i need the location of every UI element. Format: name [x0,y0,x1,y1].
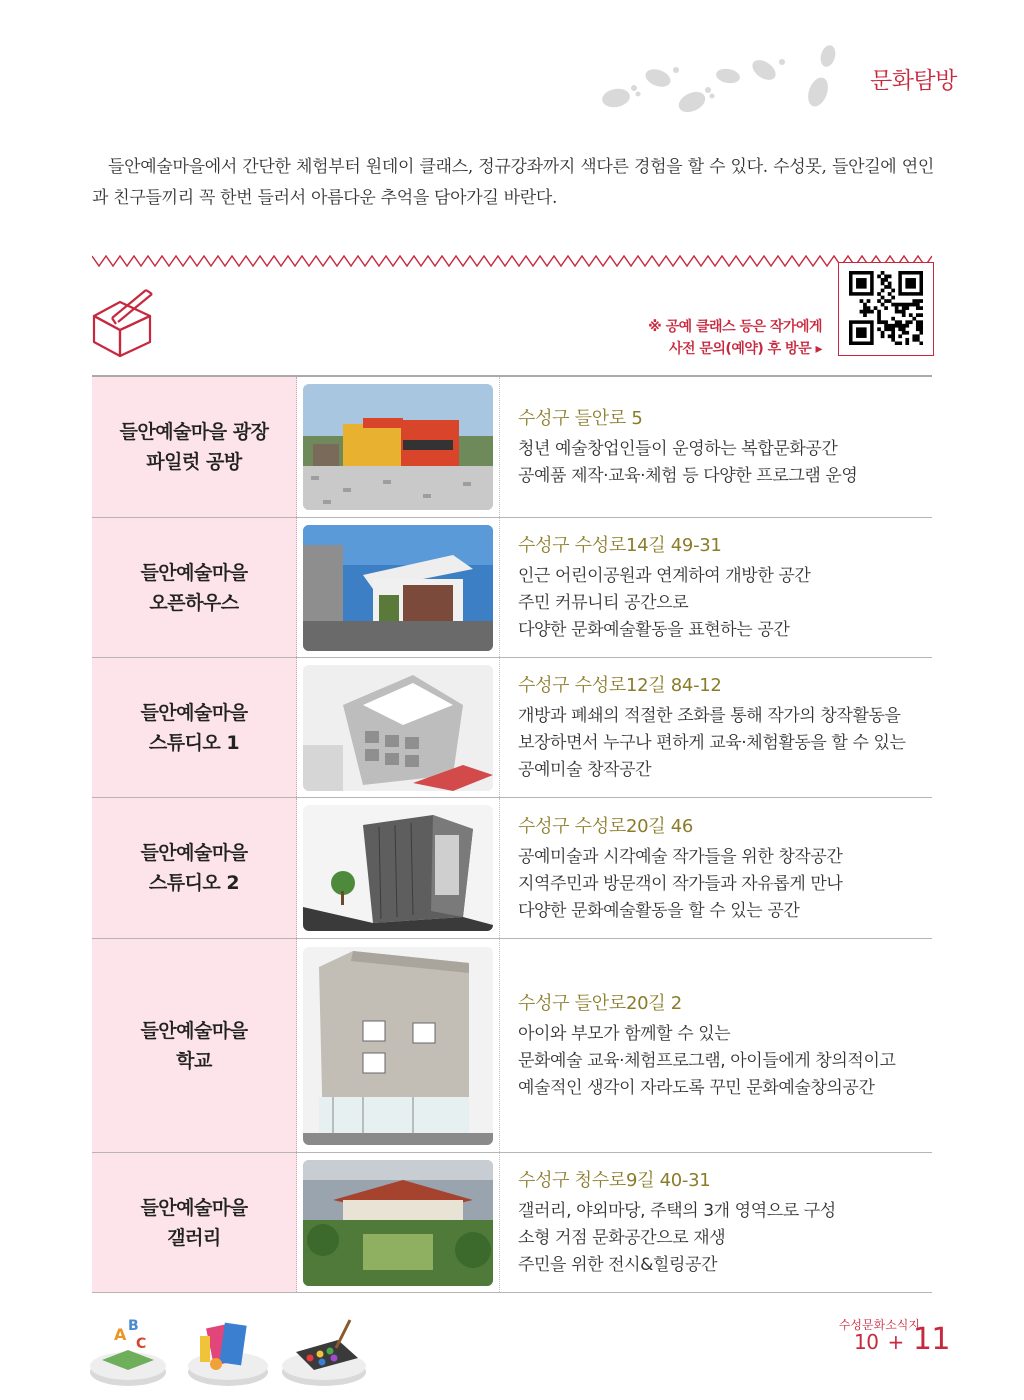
place-name-line: 들안예술마을 [140,1019,248,1042]
notice-line-1: ※ 공예 클래스 등은 작가에게 [648,319,822,335]
place-name [92,939,297,1152]
description-line: 청년 예술창업인들이 운영하는 복합문화공간 [518,439,838,459]
place-photo [303,665,493,791]
page-plus: + [887,1330,904,1354]
page-left: 10 [854,1330,879,1354]
notice-line-2: 사전 문의(예약) 후 방문 ▸ [668,341,822,357]
pencil-box-icon [90,286,156,358]
place-description [518,703,932,784]
table-row [92,377,932,518]
place-description [518,844,932,925]
description-line: 주민 커뮤니티 공간으로 [518,593,689,613]
description-line: 개방과 폐쇄의 적절한 조화를 통해 작가의 창작활동을 [518,706,901,726]
place-photo [303,384,493,510]
qr-code[interactable] [838,262,934,356]
svg-text:B: B [128,1318,139,1334]
footer-illustrations [88,1306,378,1396]
place-name [92,798,297,938]
table-row [92,518,932,658]
place-photo [303,805,493,931]
zigzag-divider [92,254,932,268]
description-line: 문화예술 교육·체험프로그램, 아이들에게 창의적이고 [518,1051,896,1071]
description-line: 인근 어린이공원과 연계하여 개방한 공간 [518,566,811,586]
magazine-name: 수성문화소식지 [838,1318,920,1332]
svg-text:C: C [136,1336,147,1352]
footprints-icon [596,40,846,120]
description-line: 갤러리, 야외마당, 주택의 3개 영역으로 구성 [518,1201,836,1221]
place-name-line: 들안예술마을 [140,701,248,724]
place-name-line: 학교 [176,1049,212,1072]
place-photo [303,947,493,1145]
place-name-line: 파일럿 공방 [146,451,242,473]
place-photo [303,1160,493,1286]
description-line: 공예미술과 시각예술 작가들을 위한 창작공간 [518,846,843,867]
description-line: 다양한 문화예술활동을 할 수 있는 공간 [518,900,800,921]
table-row [92,1153,932,1293]
place-address: 수성구 수성로20길 46 [518,815,694,837]
place-name [92,518,297,657]
place-name [92,377,297,517]
intro-paragraph: 들안예술마을에서 간단한 체험부터 원데이 클래스, 정규강좌까지 색다른 경험을 할 수 있다. 수성못, 들안길에 연인과 친구들끼리 꼭 한번 들러서 아름다운 추억을 담아가길 바란다. [92,157,934,208]
place-address: 수성구 수성로12길 84-12 [518,675,722,696]
abc-book-icon [90,1318,166,1386]
paint-palette-icon [282,1320,366,1386]
place-description [518,436,932,490]
place-address: 수성구 수성로14길 49-31 [518,535,722,556]
place-name-line: 들안예술마을 광장 [119,421,269,443]
place-name-line: 들안예술마을 [140,842,248,864]
place-name-line: 들안예술마을 [140,1196,248,1219]
place-address: 수성구 들안로20길 2 [518,993,682,1014]
description-line: 예술적인 생각이 자라도록 꾸민 문화예술창의공간 [518,1078,875,1098]
page-right: 11 [912,1322,950,1357]
place-name-line: 스튜디오 2 [148,872,240,894]
description-line: 주민을 위한 전시&힐링공간 [518,1255,718,1275]
place-photo [303,525,493,651]
table-row [92,939,932,1153]
craft-supplies-icon [188,1323,268,1386]
places-table [92,375,932,1293]
description-line: 지역주민과 방문객이 작가들과 자유롭게 만나 [518,873,843,894]
place-name-line: 들안예술마을 [140,561,248,584]
place-name [92,1153,297,1292]
description-line: 다양한 문화예술활동을 표현하는 공간 [518,620,790,640]
description-line: 아이와 부모가 함께할 수 있는 [518,1024,731,1044]
place-name-line: 오픈하우스 [149,591,239,614]
place-name [92,658,297,797]
section-title: 문화탐방 [870,68,957,94]
table-row [92,798,932,939]
description-line: 공예미술 창작공간 [518,760,652,780]
place-name-line: 스튜디오 1 [148,731,240,754]
place-name-line: 갤러리 [167,1226,221,1249]
description-line: 공예품 제작·교육·체험 등 다양한 프로그램 운영 [518,466,858,486]
place-address: 수성구 청수로9길 40-31 [518,1170,711,1191]
place-description [518,563,932,644]
qr-code-icon [849,271,923,345]
description-line: 보장하면서 누구나 편하게 교육·체험활동을 할 수 있는 [518,733,906,753]
place-address: 수성구 들안로 5 [518,408,643,429]
place-description [518,1021,932,1102]
description-line: 소형 거점 문화공간으로 재생 [518,1228,726,1248]
page-numbers [854,1322,950,1357]
place-description [518,1198,932,1279]
svg-text:A: A [114,1325,127,1344]
reservation-notice [600,316,822,360]
table-row [92,658,932,798]
